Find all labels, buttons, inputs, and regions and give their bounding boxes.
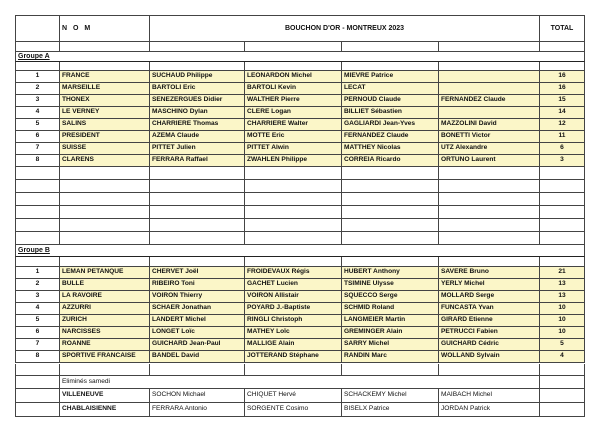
eliminated-table-row — [15, 389, 585, 403]
team-cell: PRESIDENT — [60, 131, 150, 143]
rank-cell: 3 — [15, 291, 60, 303]
rank-cell — [15, 389, 60, 403]
player-3-cell: SQUECCO Serge — [342, 291, 439, 303]
player-1-cell: PITTET Julien — [150, 143, 245, 155]
player-2-cell: VOIRON Allistair — [245, 291, 342, 303]
total-cell: 4 — [540, 351, 585, 363]
player-3-cell: HUBERT Anthony — [342, 267, 439, 279]
rank-cell: 6 — [15, 327, 60, 339]
player-4-cell — [439, 107, 540, 119]
total-cell: 16 — [540, 71, 585, 83]
total-cell: 11 — [540, 131, 585, 143]
total-cell: 12 — [540, 119, 585, 131]
group-b-table-row — [15, 267, 585, 279]
group-b-heading-row — [15, 245, 585, 257]
team-cell: THONEX — [60, 95, 150, 107]
header-nom: N O M — [60, 15, 150, 42]
player-2-cell: MOTTE Eric — [245, 131, 342, 143]
player-1-cell: MASCHINO Dylan — [150, 107, 245, 119]
rank-cell: 7 — [15, 143, 60, 155]
player-3-cell: CORREIA Ricardo — [342, 155, 439, 167]
total-cell: 5 — [540, 339, 585, 351]
player-1-cell: CHARRIERE Thomas — [150, 119, 245, 131]
team-cell: LA RAVOIRE — [60, 291, 150, 303]
group-b-table-row — [15, 291, 585, 303]
group-b-table-row — [15, 315, 585, 327]
spacer-row — [15, 257, 585, 267]
player-1-cell: VOIRON Thierry — [150, 291, 245, 303]
spacer-row — [15, 62, 585, 71]
rank-cell: 8 — [15, 155, 60, 167]
player-4-cell: MOLLARD Serge — [439, 291, 540, 303]
player-4-cell: GIRARD Etienne — [439, 315, 540, 327]
spacer-row — [15, 167, 585, 180]
rank-cell: 3 — [15, 95, 60, 107]
rank-cell: 5 — [15, 315, 60, 327]
spacer-row — [15, 193, 585, 206]
player-4-cell: YERLY Michel — [439, 279, 540, 291]
total-cell: 13 — [540, 291, 585, 303]
eliminated-table-row — [15, 403, 585, 417]
player-1-cell: RIBEIRO Toni — [150, 279, 245, 291]
player-2-cell: SORGENTE Cosimo — [245, 403, 342, 417]
group-b-table-row — [15, 351, 585, 363]
spacer-row — [15, 232, 585, 245]
team-cell: FRANCE — [60, 71, 150, 83]
spacer-row — [15, 180, 585, 193]
rank-cell: 8 — [15, 351, 60, 363]
group-a-table-row — [15, 119, 585, 131]
player-3-cell: BISELX Patrice — [342, 403, 439, 417]
player-2-cell: LEONARDON Michel — [245, 71, 342, 83]
player-4-cell: GUICHARD Cédric — [439, 339, 540, 351]
player-2-cell: WALTHER Pierre — [245, 95, 342, 107]
rank-cell: 2 — [15, 279, 60, 291]
group-a-heading-row — [15, 52, 585, 62]
total-cell: 10 — [540, 315, 585, 327]
team-cell: CHABLAISIENNE — [60, 403, 150, 417]
player-2-cell: CLERE Logan — [245, 107, 342, 119]
group-a-table-row — [15, 71, 585, 83]
player-3-cell: MATTHEY Nicolas — [342, 143, 439, 155]
player-3-cell: FERNANDEZ Claude — [342, 131, 439, 143]
player-4-cell: JORDAN Patrick — [439, 403, 540, 417]
player-4-cell: MAZZOLINI David — [439, 119, 540, 131]
player-1-cell: LONGET Loïc — [150, 327, 245, 339]
total-cell — [540, 403, 585, 417]
player-2-cell: ZWAHLEN Philippe — [245, 155, 342, 167]
total-cell: 6 — [540, 143, 585, 155]
group-b-table-row — [15, 327, 585, 339]
total-cell: 21 — [540, 267, 585, 279]
player-4-cell — [439, 83, 540, 95]
spacer-row — [15, 42, 585, 52]
player-3-cell: LANGMEIER Martin — [342, 315, 439, 327]
rank-cell: 2 — [15, 83, 60, 95]
player-3-cell: SARRY Michel — [342, 339, 439, 351]
rank-cell: 1 — [15, 71, 60, 83]
total-cell: 15 — [540, 95, 585, 107]
player-1-cell: LANDERT Michel — [150, 315, 245, 327]
player-2-cell: CHIQUET Hervé — [245, 389, 342, 403]
player-3-cell: LECAT — [342, 83, 439, 95]
spacer-row — [15, 206, 585, 219]
team-cell: LEMAN PETANQUE — [60, 267, 150, 279]
player-1-cell: SUCHAUD Philippe — [150, 71, 245, 83]
total-cell: 16 — [540, 83, 585, 95]
total-cell — [540, 389, 585, 403]
team-cell: ZURICH — [60, 315, 150, 327]
player-4-cell: UTZ Alexandre — [439, 143, 540, 155]
group-b-table-row — [15, 303, 585, 315]
group-a-table-row — [15, 107, 585, 119]
player-1-cell: AZEMA Claude — [150, 131, 245, 143]
total-cell: 10 — [540, 327, 585, 339]
rank-cell: 4 — [15, 303, 60, 315]
team-cell: LE VERNEY — [60, 107, 150, 119]
player-1-cell: SENEZERGUES Didier — [150, 95, 245, 107]
header-total: TOTAL — [540, 15, 585, 42]
player-4-cell: SAVERE Bruno — [439, 267, 540, 279]
rank-cell: 5 — [15, 119, 60, 131]
total-cell: 10 — [540, 303, 585, 315]
group-b-label: Groupe B — [15, 245, 585, 257]
total-cell: 13 — [540, 279, 585, 291]
eliminated-heading-row — [15, 376, 585, 389]
team-cell: AZZURRI — [60, 303, 150, 315]
rank-cell: 6 — [15, 131, 60, 143]
header-row — [15, 15, 585, 42]
player-2-cell: CHARRIERE Walter — [245, 119, 342, 131]
team-cell: SPORTIVE FRANCAISE — [60, 351, 150, 363]
player-1-cell: CHERVET Joël — [150, 267, 245, 279]
group-b-table-row — [15, 279, 585, 291]
player-4-cell: WOLLAND Sylvain — [439, 351, 540, 363]
header-rank-cell — [15, 15, 60, 42]
team-cell: ROANNE — [60, 339, 150, 351]
player-3-cell: TSIMINE Ulysse — [342, 279, 439, 291]
player-3-cell: PERNOUD Claude — [342, 95, 439, 107]
spacer-row — [15, 219, 585, 232]
player-1-cell: BARTOLI Eric — [150, 83, 245, 95]
team-cell: SALINS — [60, 119, 150, 131]
player-3-cell: SCHMID Roland — [342, 303, 439, 315]
player-4-cell: MAIBACH Michel — [439, 389, 540, 403]
group-a-table-row — [15, 83, 585, 95]
sheet-title: BOUCHON D'OR - MONTREUX 2023 — [150, 15, 540, 42]
results-sheet — [15, 15, 585, 417]
team-cell: BULLE — [60, 279, 150, 291]
player-4-cell: ORTUNO Laurent — [439, 155, 540, 167]
player-3-cell: SCHACKEMY Michel — [342, 389, 439, 403]
player-4-cell: FUNCASTA Yvan — [439, 303, 540, 315]
player-3-cell: RANDIN Marc — [342, 351, 439, 363]
player-2-cell: MATHEY Loïc — [245, 327, 342, 339]
player-2-cell: PITTET Alwin — [245, 143, 342, 155]
player-4-cell: PETRUCCI Fabien — [439, 327, 540, 339]
player-1-cell: GUICHARD Jean-Paul — [150, 339, 245, 351]
player-4-cell: FERNANDEZ Claude — [439, 95, 540, 107]
rank-cell: 1 — [15, 267, 60, 279]
team-cell: NARCISSES — [60, 327, 150, 339]
rank-cell — [15, 403, 60, 417]
group-a-table-row — [15, 155, 585, 167]
player-1-cell: FERRARA Antonio — [150, 403, 245, 417]
total-cell: 3 — [540, 155, 585, 167]
team-cell: CLARENS — [60, 155, 150, 167]
spacer-row — [15, 364, 585, 376]
team-cell: MARSEILLE — [60, 83, 150, 95]
team-cell: SUISSE — [60, 143, 150, 155]
player-1-cell: FERRARA Raffael — [150, 155, 245, 167]
player-1-cell: SCHAER Jonathan — [150, 303, 245, 315]
player-1-cell: BANDEL David — [150, 351, 245, 363]
player-2-cell: POYARD J.-Baptiste — [245, 303, 342, 315]
player-2-cell: MALLIGE Alain — [245, 339, 342, 351]
rank-cell: 4 — [15, 107, 60, 119]
player-3-cell: GREMINGER Alain — [342, 327, 439, 339]
player-2-cell: RINGLI Christoph — [245, 315, 342, 327]
group-b-table-row — [15, 339, 585, 351]
player-2-cell: JOTTERAND Stéphane — [245, 351, 342, 363]
group-a-table-row — [15, 95, 585, 107]
player-4-cell: BONETTI Victor — [439, 131, 540, 143]
player-3-cell: GAGLIARDI Jean-Yves — [342, 119, 439, 131]
player-2-cell: GACHET Lucien — [245, 279, 342, 291]
group-a-label: Groupe A — [15, 52, 585, 62]
player-3-cell: MIEVRE Patrice — [342, 71, 439, 83]
player-2-cell: BARTOLI Kevin — [245, 83, 342, 95]
player-1-cell: SOCHON Michael — [150, 389, 245, 403]
total-cell: 14 — [540, 107, 585, 119]
player-2-cell: FROIDEVAUX Régis — [245, 267, 342, 279]
team-cell: VILLENEUVE — [60, 389, 150, 403]
rank-cell: 7 — [15, 339, 60, 351]
eliminated-label: Eliminés samedi — [60, 376, 540, 389]
player-3-cell: BILLIET Sébastien — [342, 107, 439, 119]
group-a-table-row — [15, 143, 585, 155]
group-a-table-row — [15, 131, 585, 143]
player-4-cell — [439, 71, 540, 83]
